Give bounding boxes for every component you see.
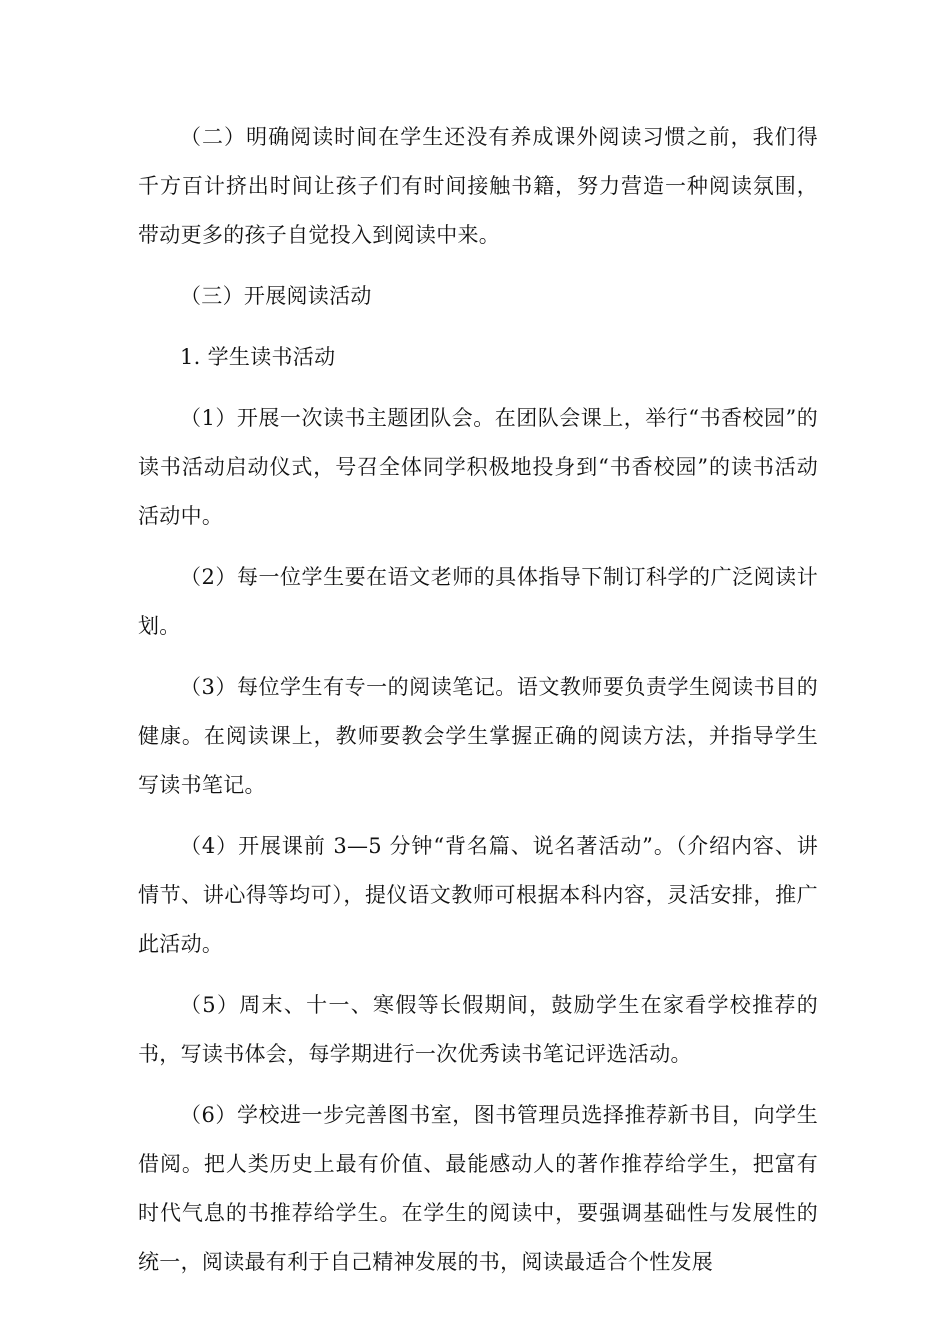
paragraph-item-2: （2）每一位学生要在语文老师的具体指导下制订科学的广泛阅读计划。: [138, 565, 818, 638]
paragraph-section-two: （二）明确阅读时间在学生还没有养成课外阅读习惯之前，我们得千方百计挤出时间让孩子们有时间接触书籍，努力营造一种阅读氛围，带动更多的孩子自觉投入到阅读中来。: [138, 125, 818, 247]
paragraph-item-1: （1）开展一次读书主题团队会。在团队会课上，举行“书香校园”的读书活动启动仪式，号召全体同学积极地投身到“书香校园”的读书活动活动中。: [138, 406, 818, 528]
heading-section-three: （三）开展阅读活动: [180, 284, 372, 308]
paragraph-item-5: （5）周末、十一、寒假等长假期间，鼓励学生在家看学校推荐的书，写读书体会，每学期进行一次优秀读书笔记评选活动。: [138, 993, 818, 1066]
paragraph-item-3: （3）每位学生有专一的阅读笔记。语文教师要负责学生阅读书目的健康。在阅读课上，教师要教会学生掌握正确的阅读方法，并指导学生写读书笔记。: [138, 675, 818, 797]
paragraph-item-4: （4）开展课前 3—5 分钟“背名篇、说名著活动”。（介绍内容、讲情节、讲心得等均可），提仪语文教师可根据本科内容，灵活安排，推广此活动。: [138, 834, 818, 956]
heading-student-activities: 1. 学生读书活动: [180, 345, 336, 369]
paragraph-item-6: （6）学校进一步完善图书室，图书管理员选择推荐新书目，向学生借阅。把人类历史上最有价值、最能感动人的著作推荐给学生，把富有时代气息的书推荐给学生。在学生的阅读中，要强调基础性与发展性的统一，阅读最有利于自己精神发展的书，阅读最适合个性发展: [138, 1103, 818, 1274]
